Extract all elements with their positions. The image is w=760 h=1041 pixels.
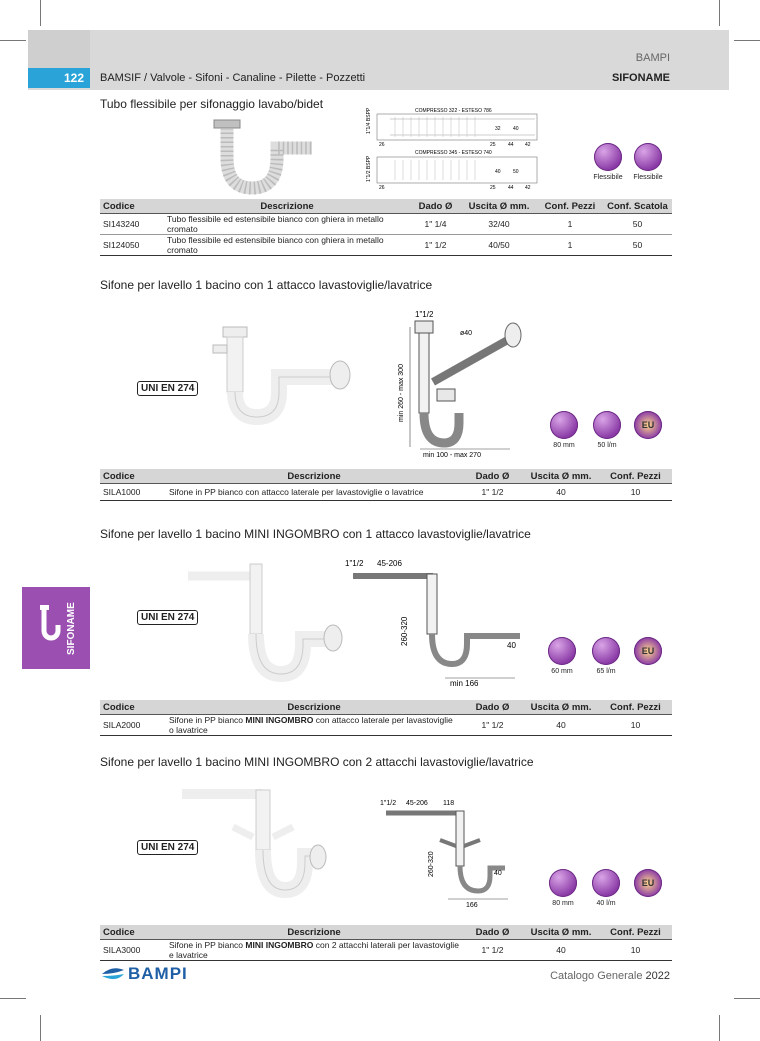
column-header: Descrizione [166, 925, 462, 940]
icon-label: 80 mm [553, 442, 575, 449]
column-header: Codice [100, 700, 166, 715]
column-header: Codice [100, 199, 164, 214]
crop-mark [734, 998, 760, 999]
svg-text:1"1/4 BSPP: 1"1/4 BSPP [366, 107, 372, 134]
product-title: Sifone per lavello 1 bacino MINI INGOMBRO con 2 attacchi lavastoviglie/lavatrice [100, 755, 534, 769]
footer-logo: BAMPI [128, 964, 188, 983]
table-cell: Tubo flessibile ed estensibile bianco con ghiera in metallo cromato [164, 235, 410, 256]
table-row [100, 214, 672, 235]
table-cell: 1" 1/2 [462, 484, 523, 501]
svg-text:40: 40 [513, 126, 519, 132]
table-header-row [100, 469, 672, 484]
side-tab [22, 587, 90, 669]
dim-text: COMPRESSO 322 - ESTESO 786 [415, 108, 492, 114]
table-cell: SILA1000 [100, 484, 166, 501]
icon-label: 80 mm [552, 900, 574, 907]
siphon-image [205, 325, 355, 425]
svg-text:42: 42 [525, 142, 531, 148]
cup-icon [550, 411, 578, 439]
table-cell: 1" 1/2 [462, 715, 523, 736]
table-cell: Sifone in PP bianco MINI INGOMBRO con attacco laterale per lavastoviglie o lavatrice [166, 715, 462, 736]
svg-text:32: 32 [495, 126, 501, 132]
eu-icon: EU [634, 637, 662, 665]
faucet-icon [593, 411, 621, 439]
column-header: Codice [100, 925, 166, 940]
product-table [100, 925, 672, 961]
side-tab-label: SIFONAME [66, 602, 77, 656]
column-header: Dado Ø [410, 199, 461, 214]
bampi-logo-icon [100, 965, 126, 983]
column-header: Uscita Ø mm. [523, 469, 599, 484]
crop-mark [719, 1015, 720, 1041]
svg-text:25: 25 [490, 185, 496, 191]
table-cell: 40 [523, 940, 599, 961]
page-number: 122 [28, 68, 90, 88]
product-table [100, 469, 672, 501]
table-cell: SI124050 [100, 235, 164, 256]
crop-mark [0, 998, 26, 999]
table-cell: 40/50 [461, 235, 537, 256]
column-header: Conf. Scatola [603, 199, 672, 214]
flexible-icon [594, 143, 622, 171]
section-title: SIFONAME [611, 72, 670, 84]
svg-text:1"1/2 BSPP: 1"1/2 BSPP [366, 155, 372, 182]
product-title: Sifone per lavello 1 bacino MINI INGOMBRO con 1 attacco lavastoviglie/lavatrice [100, 527, 531, 541]
svg-text:50: 50 [513, 169, 519, 175]
table-header-row [100, 700, 672, 715]
svg-text:1"1/2: 1"1/2 [415, 310, 434, 319]
siphon-drawing [345, 556, 520, 688]
svg-text:40: 40 [495, 169, 501, 175]
cup-icon [548, 637, 576, 665]
column-header: Descrizione [164, 199, 410, 214]
table-row [100, 715, 672, 736]
footer-catalog [550, 970, 670, 982]
svg-text:min 260 - max 300: min 260 - max 300 [398, 364, 405, 422]
svg-text:166: 166 [466, 902, 478, 909]
icon-label: 60 mm [551, 668, 573, 675]
uni-en-badge: UNI EN 274 [137, 840, 198, 855]
column-header: Conf. Pezzi [599, 469, 672, 484]
table-cell: 10 [599, 715, 672, 736]
column-header: Descrizione [166, 469, 462, 484]
icon-label: 50 l/m [597, 442, 617, 449]
icon-label: 65 l/m [596, 668, 616, 675]
flexible-icon [634, 143, 662, 171]
product-title: Tubo flessibile per sifonaggio lavabo/bidet [100, 97, 324, 111]
table-cell: 50 [603, 214, 672, 235]
crop-mark [40, 0, 41, 26]
column-header: Conf. Pezzi [537, 199, 603, 214]
svg-text:260-320: 260-320 [400, 616, 409, 646]
cup-icon [549, 869, 577, 897]
table-cell: SI143240 [100, 214, 164, 235]
table-cell: SILA3000 [100, 940, 166, 961]
catalog-year: 2022 [645, 970, 670, 982]
brand-name: BAMPI [635, 52, 670, 64]
crop-mark [719, 0, 720, 26]
catalog-label: Catalogo Generale [550, 970, 643, 982]
svg-text:45-206: 45-206 [406, 800, 428, 807]
svg-text:ø40: ø40 [460, 330, 473, 337]
column-header: Uscita Ø mm. [523, 925, 599, 940]
column-header: Conf. Pezzi [599, 700, 672, 715]
table-header-row [100, 199, 672, 214]
svg-text:42: 42 [525, 185, 531, 191]
faucet-icon [592, 869, 620, 897]
table-cell: 32/40 [461, 214, 537, 235]
table-cell: 10 [599, 940, 672, 961]
table-cell: 1" 1/4 [410, 214, 461, 235]
siphon-drawing [385, 307, 530, 459]
table-cell: 1" 1/2 [462, 940, 523, 961]
svg-text:44: 44 [508, 185, 514, 191]
table-cell: Sifone in PP bianco con attacco laterale per lavastoviglie o lavatrice [166, 484, 462, 501]
siphon-drawing [378, 795, 513, 910]
column-header: Dado Ø [462, 700, 523, 715]
product-title: Sifone per lavello 1 bacino con 1 attacco lavastoviglie/lavatrice [100, 278, 433, 292]
uni-en-badge: UNI EN 274 [137, 610, 198, 625]
siphon-image [180, 560, 355, 685]
column-header: Codice [100, 469, 166, 484]
table-cell: 1 [537, 235, 603, 256]
svg-text:26: 26 [379, 185, 385, 191]
column-header: Dado Ø [462, 469, 523, 484]
flexible-tube-image [210, 118, 320, 198]
svg-text:260-320: 260-320 [428, 851, 435, 877]
column-header: Uscita Ø mm. [461, 199, 537, 214]
svg-text:118: 118 [443, 800, 455, 807]
svg-text:min 100 - max 270: min 100 - max 270 [423, 452, 481, 459]
icon-label: Flessibile [633, 174, 663, 181]
svg-text:40: 40 [507, 641, 516, 650]
table-row [100, 235, 672, 256]
table-cell: Tubo flessibile ed estensibile bianco con ghiera in metallo cromato [164, 214, 410, 235]
column-header: Conf. Pezzi [599, 925, 672, 940]
svg-text:25: 25 [490, 142, 496, 148]
table-row [100, 940, 672, 961]
svg-text:44: 44 [508, 142, 514, 148]
icon-label: Flessibile [593, 174, 623, 181]
faucet-icon [592, 637, 620, 665]
svg-text:min 166: min 166 [450, 679, 479, 688]
table-cell: 50 [603, 235, 672, 256]
svg-text:1"1/2: 1"1/2 [345, 559, 364, 568]
table-cell: 1 [537, 214, 603, 235]
crop-mark [40, 1015, 41, 1041]
breadcrumb: BAMSIF / Valvole - Sifoni - Canaline - Pilette - Pozzetti [100, 72, 366, 84]
crop-mark [0, 40, 26, 41]
table-cell: Sifone in PP bianco MINI INGOMBRO con 2 attacchi laterali per lavastoviglie e lavatrice [166, 940, 462, 961]
svg-text:1"1/2: 1"1/2 [380, 800, 397, 807]
table-cell: 40 [523, 715, 599, 736]
svg-text:45-206: 45-206 [377, 559, 402, 568]
column-header: Dado Ø [462, 925, 523, 940]
table-cell: 10 [599, 484, 672, 501]
uni-en-badge: UNI EN 274 [137, 381, 198, 396]
table-header-row [100, 925, 672, 940]
table-cell: 1" 1/2 [410, 235, 461, 256]
product-table [100, 700, 672, 736]
column-header: Uscita Ø mm. [523, 700, 599, 715]
header-corner [28, 30, 90, 68]
svg-text:26: 26 [379, 142, 385, 148]
svg-text:40: 40 [494, 870, 502, 877]
flexible-tube-drawing [365, 104, 550, 194]
siphon-image [178, 782, 328, 904]
eu-icon: EU [634, 869, 662, 897]
icon-label: 40 l/m [596, 900, 616, 907]
table-cell: SILA2000 [100, 715, 166, 736]
table-row [100, 484, 672, 501]
svg-text:COMPRESSO 345 - ESTESO 740: COMPRESSO 345 - ESTESO 740 [415, 150, 492, 156]
table-cell: 40 [523, 484, 599, 501]
eu-icon: EU [634, 411, 662, 439]
product-table [100, 199, 672, 256]
crop-mark [734, 40, 760, 41]
column-header: Descrizione [166, 700, 462, 715]
